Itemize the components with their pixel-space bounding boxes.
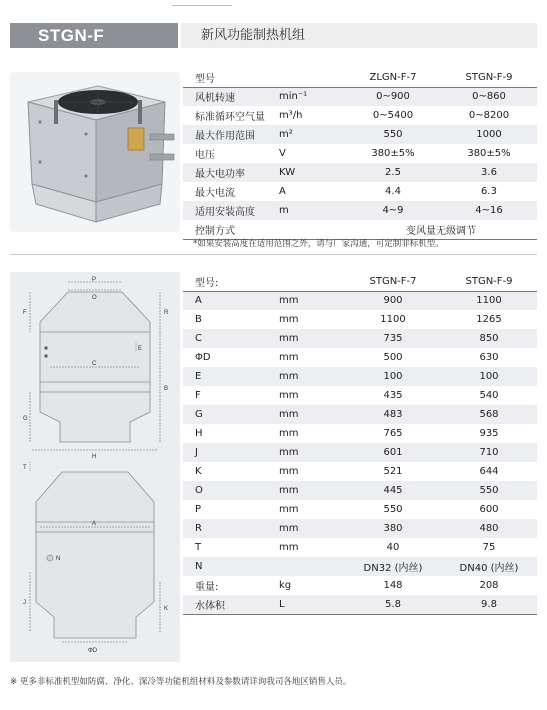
row-unit: L	[275, 595, 345, 614]
row-label: G	[183, 405, 275, 424]
row-label: 水体积	[183, 595, 275, 614]
row-unit: kg	[279, 580, 292, 591]
table-row	[183, 106, 537, 125]
row-value-7: 500	[383, 352, 403, 363]
row-unit: m²	[275, 125, 345, 144]
spec-table-header	[183, 68, 537, 87]
row-unit: mm	[279, 314, 299, 325]
table-row	[183, 125, 537, 144]
spec-col-model: 型号	[183, 68, 275, 87]
row-value-9: 1000	[441, 125, 537, 144]
row-value-9: 380±5%	[467, 148, 511, 159]
row-label: P	[195, 504, 202, 515]
row-value-9: 9.8	[441, 595, 537, 614]
row-value-9: 6.3	[481, 186, 497, 197]
row-value-7: 1100	[380, 314, 406, 325]
row-label: H	[195, 428, 203, 439]
row-unit: V	[279, 148, 286, 159]
row-label: T	[195, 542, 202, 553]
label-p: P	[92, 277, 97, 283]
top-edge-line	[172, 0, 232, 6]
row-label: 最大作用范围	[183, 125, 275, 144]
row-value-9: 0~860	[441, 87, 537, 106]
row-unit: mm	[275, 481, 345, 500]
label-k: K	[164, 606, 169, 612]
row-unit: mm	[279, 542, 299, 553]
label-g: G	[23, 416, 28, 422]
footnote: ※ 更多非标准机型如防腐、净化、深冷等功能机组材料及参数请详询我司各地区销售人员。	[10, 677, 352, 687]
label-j: J	[23, 600, 26, 606]
row-value-7: 380	[345, 519, 441, 538]
label-b: B	[164, 386, 169, 392]
row-value-7: 550	[345, 125, 441, 144]
spec-col-unit	[275, 68, 345, 87]
dimension-table	[183, 272, 537, 615]
dimension-drawing	[10, 272, 180, 662]
dim-col-model-9: STGN-F-9	[441, 272, 537, 291]
table-row	[183, 201, 537, 220]
row-value-7: 380±5%	[371, 148, 415, 159]
table-row	[183, 405, 537, 424]
label-n: N	[56, 556, 61, 562]
label-h: H	[92, 454, 97, 460]
row-unit: A	[279, 186, 286, 197]
row-value-9: 1100	[441, 291, 537, 310]
row-value-9: 935	[479, 428, 499, 439]
label-d: ΦD	[88, 648, 98, 654]
row-value-9: DN40 (内丝)	[441, 557, 537, 576]
row-value-9: 540	[479, 390, 499, 401]
row-label: 最大电功率	[183, 163, 275, 182]
row-value-9: 630	[479, 352, 499, 363]
row-unit: min⁻¹	[275, 87, 345, 106]
row-label: O	[183, 481, 275, 500]
row-label: 标准循环空气量	[195, 112, 265, 123]
row-unit: mm	[275, 367, 345, 386]
row-label: E	[183, 367, 275, 386]
row-value-7: 445	[345, 481, 441, 500]
row-value-9: 208	[479, 580, 499, 591]
label-a: A	[92, 521, 97, 527]
row-value-7: DN32 (内丝)	[345, 557, 441, 576]
row-value-9: 550	[441, 481, 537, 500]
spec-col-model-7: ZLGN-F-7	[345, 68, 441, 87]
label-f: F	[23, 310, 27, 316]
row-value-9: 600	[479, 504, 499, 515]
table-row	[183, 481, 537, 500]
table-row	[183, 329, 537, 348]
row-value-7: 550	[383, 504, 403, 515]
dimension-table-body	[183, 291, 537, 614]
row-label: F	[195, 390, 201, 401]
table-row	[183, 367, 537, 386]
row-unit: mm	[275, 519, 345, 538]
label-r: R	[164, 310, 169, 316]
row-unit: mm	[275, 329, 345, 348]
dim-col-model-7: STGN-F-7	[345, 272, 441, 291]
label-c: C	[92, 361, 97, 367]
row-value-7: 4.4	[385, 186, 401, 197]
row-value-9: 710	[441, 443, 537, 462]
row-value-7: 900	[345, 291, 441, 310]
table-row	[183, 462, 537, 481]
row-unit: KW	[275, 163, 345, 182]
row-value-7: 483	[345, 405, 441, 424]
table-row	[183, 163, 537, 182]
row-value-9: 0~8200	[468, 110, 510, 121]
row-label: ΦD	[195, 352, 211, 363]
row-unit: mm	[275, 405, 345, 424]
label-e: E	[138, 346, 143, 352]
row-label: N	[183, 557, 275, 576]
row-value-7: 435	[383, 390, 403, 401]
row-label: 控制方式	[183, 220, 275, 239]
row-value-9: 75	[482, 542, 496, 553]
row-unit: mm	[279, 428, 299, 439]
table-row	[183, 595, 537, 614]
table-row	[183, 291, 537, 310]
row-value-7: 4~9	[345, 201, 441, 220]
label-o: O	[92, 295, 97, 301]
row-label: C	[183, 329, 275, 348]
table-row	[183, 310, 537, 329]
spec-table	[183, 68, 537, 240]
label-t: T	[23, 465, 27, 471]
row-unit: mm	[279, 504, 299, 515]
row-value-7: 5.8	[345, 595, 441, 614]
row-value-7: 40	[386, 542, 400, 553]
row-value-7: 0~900	[345, 87, 441, 106]
table-row	[183, 424, 537, 443]
row-value-7: 100	[345, 367, 441, 386]
row-value-9: 100	[441, 367, 537, 386]
row-unit: mm	[279, 466, 299, 477]
section-title: 新风功能制热机组	[181, 23, 537, 48]
row-label: 最大电流	[195, 188, 235, 199]
row-value-7: 2.5	[345, 163, 441, 182]
row-value-9: 644	[479, 466, 499, 477]
heater-unit-image	[10, 72, 180, 232]
row-label: 风机转速	[183, 87, 275, 106]
row-value-7: 735	[345, 329, 441, 348]
row-unit: mm	[279, 390, 299, 401]
row-value-7: 601	[345, 443, 441, 462]
row-label: J	[183, 443, 275, 462]
section-divider	[10, 254, 537, 255]
row-unit: mm	[279, 352, 299, 363]
table-row	[183, 500, 537, 519]
table-row	[183, 87, 537, 106]
row-value-merged: 变风量无级调节	[345, 220, 537, 239]
table-row	[183, 443, 537, 462]
row-label: B	[195, 314, 202, 325]
product-photo	[10, 72, 180, 232]
dim-col-unit	[275, 272, 345, 291]
dim-table-header	[183, 272, 537, 291]
table-row	[183, 519, 537, 538]
row-label: A	[183, 291, 275, 310]
row-value-7: 521	[383, 466, 403, 477]
row-label: 电压	[195, 150, 215, 161]
row-unit	[275, 557, 345, 576]
row-value-7: 765	[383, 428, 403, 439]
row-label: K	[195, 466, 202, 477]
row-value-7: 148	[383, 580, 403, 591]
table-row	[183, 576, 537, 595]
row-label: 适用安装高度	[183, 201, 275, 220]
dim-col-model: 型号:	[183, 272, 275, 291]
install-height-note: *如果安装高度在适用范围之外，请与厂家沟通，可定制非标机型。	[193, 239, 444, 249]
row-value-9: 4~16	[441, 201, 537, 220]
row-unit: mm	[275, 443, 345, 462]
row-unit: mm	[275, 291, 345, 310]
row-unit: m	[275, 201, 345, 220]
table-row	[183, 182, 537, 201]
row-value-9: 3.6	[441, 163, 537, 182]
table-row	[183, 348, 537, 367]
model-header: STGN-F	[10, 23, 178, 48]
row-value-9: 568	[441, 405, 537, 424]
table-row	[183, 538, 537, 557]
table-row	[183, 557, 537, 576]
table-row	[183, 144, 537, 163]
row-label: 重量:	[195, 582, 219, 593]
row-value-9: 1265	[476, 314, 502, 325]
row-value-9: 850	[441, 329, 537, 348]
table-row	[183, 386, 537, 405]
row-unit: m³/h	[279, 110, 303, 121]
row-value-7: 0~5400	[372, 110, 414, 121]
row-label: R	[183, 519, 275, 538]
spec-col-model-9: STGN-F-9	[441, 68, 537, 87]
row-value-9: 480	[441, 519, 537, 538]
